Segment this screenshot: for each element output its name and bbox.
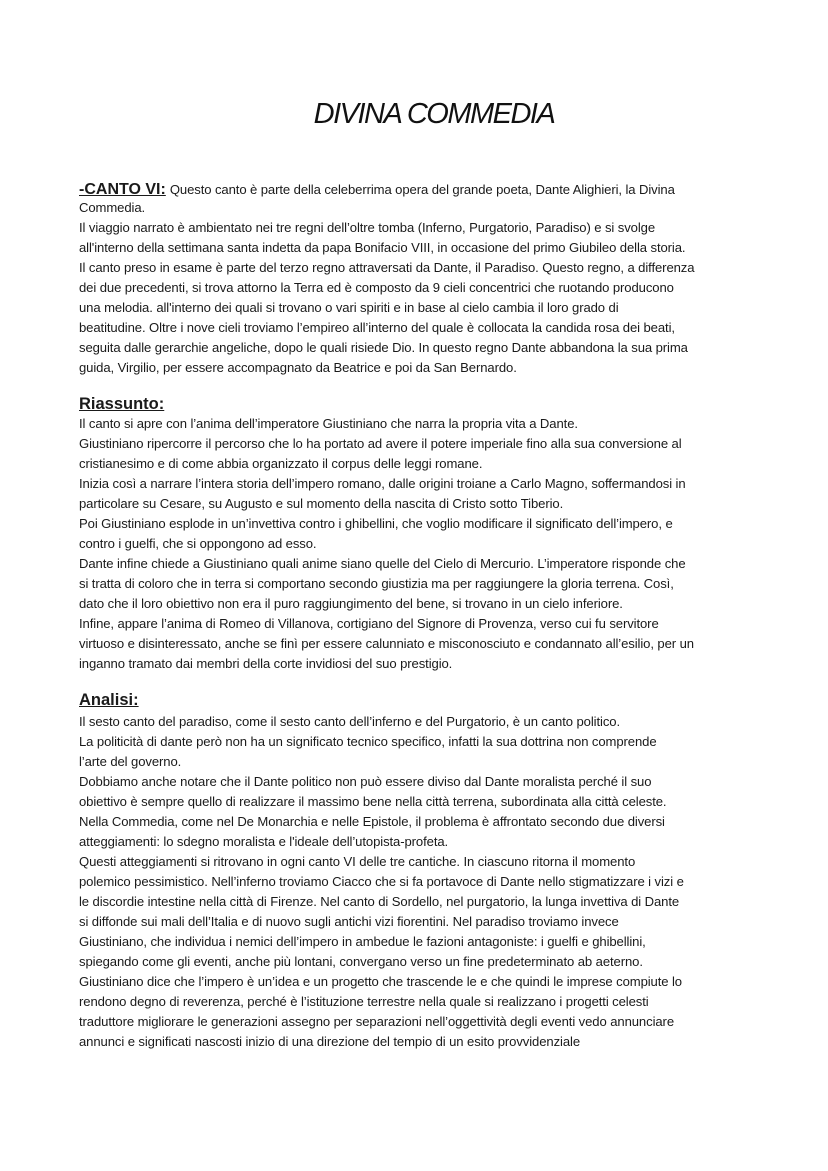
canto-heading: -CANTO VI: bbox=[79, 181, 166, 198]
riassunto-line: Il canto si apre con l’anima dell’imperatore Giustiniano che narra la propria vita a Dante. bbox=[79, 416, 578, 431]
canto-line: una melodia. all'interno dei quali si trovano o vari spiriti e in base al cielo cambia il loro grado di bbox=[79, 300, 619, 315]
riassunto-line: si tratta di coloro che in terra si comportano secondo giustizia ma per raggiungere la gloria terrena. Così, bbox=[79, 576, 674, 591]
canto-line: all'interno della settimana santa indetta da papa Bonifacio VIII, in occasione del primo Giubileo della storia. bbox=[79, 240, 686, 255]
analisi-line: rendono degno di reverenza, perché è l’istituzione terrestre nella quale si realizzano i progetti celesti bbox=[79, 994, 649, 1009]
analisi-line: Il sesto canto del paradiso, come il sesto canto dell’inferno e del Purgatorio, è un canto politico. bbox=[79, 714, 620, 729]
riassunto-line: cristianesimo e di come abbia organizzato il corpus delle leggi romane. bbox=[79, 456, 483, 471]
riassunto-line: Inizia così a narrare l’intera storia dell’impero romano, dalle origini troiane a Carlo Magno, soffermandosi in bbox=[79, 476, 686, 491]
canto-line: Il canto preso in esame è parte del terzo regno attraversati da Dante, il Paradiso. Questo regno, a differenza bbox=[79, 260, 695, 275]
canto-line: seguita dalle gerarchie angeliche, dopo le quali risiede Dio. In questo regno Dante abbandona la sua prima bbox=[79, 340, 688, 355]
analisi-line: le discordie intestine nella città di Firenze. Nel canto di Sordello, nel purgatorio, la lunga invettiva di Dante bbox=[79, 894, 680, 909]
analisi-line: l’arte del governo. bbox=[79, 754, 182, 769]
riassunto-line: inganno tramato dai membri della corte invidiosi del suo prestigio. bbox=[79, 656, 453, 671]
document-title: DIVINA COMMEDIA bbox=[313, 98, 555, 130]
riassunto-line: dato che il loro obiettivo non era il puro raggiungimento del bene, si trovano in un cielo inferiore. bbox=[79, 596, 623, 611]
canto-line: beatitudine. Oltre i nove cieli troviamo l’empireo all’interno del quale è collocata la candida rosa dei beati, bbox=[79, 320, 675, 335]
riassunto-line: Infine, appare l’anima di Romeo di Villanova, cortigiano del Signore di Provenza, verso cui fu servitore bbox=[79, 616, 659, 631]
analisi-line: annunci e significati nascosti inizio di una direzione del tempio di un esito provvidenziale bbox=[79, 1034, 581, 1049]
analisi-line: obiettivo è sempre quello di realizzare il massimo bene nella città terrena, subordinata alla città celeste. bbox=[79, 794, 667, 809]
riassunto-heading: Riassunto: bbox=[79, 395, 165, 413]
canto-line: Il viaggio narrato è ambientato nei tre regni dell’oltre tomba (Inferno, Purgatorio, Paradiso) e si svolge bbox=[79, 220, 656, 235]
canto-line: Commedia. bbox=[79, 200, 146, 215]
analisi-line: polemico pessimistico. Nell’inferno troviamo Ciacco che si fa portavoce di Dante nello stigmatizzare i vizi e bbox=[79, 874, 684, 889]
analisi-line: Nella Commedia, come nel De Monarchia e nelle Epistole, il problema è affrontato secondo due diversi bbox=[79, 814, 665, 829]
analisi-line: si diffonde sui mali dell’Italia e di nuovo sugli antichi vizi fiorentini. Nel paradiso troviamo invece bbox=[79, 914, 619, 929]
riassunto-line: Giustiniano ripercorre il percorso che lo ha portato ad avere il potere imperiale fino alla sua conversione al bbox=[79, 436, 682, 451]
riassunto-line: virtuoso e disinteressato, anche se finì per essere calunniato e misconosciuto e condannato all’esilio, per un bbox=[79, 636, 694, 651]
riassunto-line: contro i guelfi, che si oppongono ad esso. bbox=[79, 536, 317, 551]
canto-first-line-text: Questo canto è parte della celeberrima opera del grande poeta, Dante Alighieri, la Divina bbox=[169, 182, 675, 197]
riassunto-line: Dante infine chiede a Giustiniano quali anime siano quelle del Cielo di Mercurio. L’imperatore risponde che bbox=[79, 556, 686, 571]
analisi-line: Giustiniano dice che l’impero è un’idea e un progetto che trascende le e che quindi le imprese compiute lo bbox=[79, 974, 682, 989]
canto-line: dei due precedenti, si trova attorno la Terra ed è composto da 9 cieli concentrici che ruotando producono bbox=[79, 280, 674, 295]
analisi-heading: Analisi: bbox=[79, 691, 139, 709]
analisi-line: traduttore migliorare le generazioni assegno per separazioni nell’oggettività degli eventi vedo annunciare bbox=[79, 1014, 674, 1029]
analisi-line: Questi atteggiamenti si ritrovano in ogni canto VI delle tre cantiche. In ciascuno ritorna il momento bbox=[79, 854, 636, 869]
analisi-line: spiegando come gli eventi, anche più lontani, convergano verso un fine predeterminato ab aeterno. bbox=[79, 954, 643, 969]
analisi-line: atteggiamenti: lo sdegno moralista e l'ideale dell’utopista-profeta. bbox=[79, 834, 449, 849]
canto-line: guida, Virgilio, per essere accompagnato da Beatrice e poi da San Bernardo. bbox=[79, 360, 517, 375]
analisi-line: La politicità di dante però non ha un significato tecnico specifico, infatti la sua dottrina non comprende bbox=[79, 734, 657, 749]
riassunto-line: particolare su Cesare, su Augusto e sul momento della nascita di Cristo sotto Tiberio. bbox=[79, 496, 564, 511]
analisi-line: Dobbiamo anche notare che il Dante politico non può essere diviso dal Dante moralista perché il suo bbox=[79, 774, 652, 789]
riassunto-line: Poi Giustiniano esplode in un’invettiva contro i ghibellini, che voglio modificare il significato dell’impero, e bbox=[79, 516, 673, 531]
analisi-line: Giustiniano, che individua i nemici dell’impero in ambedue le fazioni antagoniste: i guelfi e ghibellini, bbox=[79, 934, 646, 949]
